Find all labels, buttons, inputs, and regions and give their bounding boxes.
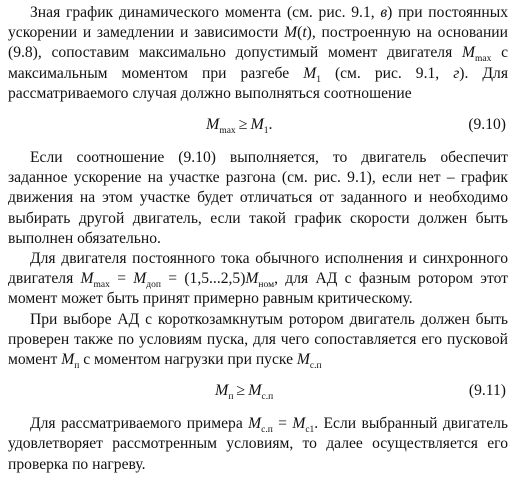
text: = (272, 415, 293, 433)
subscript: max (474, 54, 492, 65)
variable: M (250, 116, 264, 134)
equation-number: (9.10) (468, 116, 506, 134)
subscript: max (93, 280, 110, 291)
paragraph-2: Если соотношение (9.10) выполняется, то двигатель обеспечит заданное ускорение на участке разгона (см. рис. 9.1), если нет – график движения на этом участке будет отличаться от заданного и необходимо выбирать другой двигатель, если такой график скорости должен быть выполнен обязательно. (8, 149, 508, 247)
paragraph-3 (8, 249, 508, 310)
text: с максимальным моментом при разгебе (8, 44, 508, 82)
paragraph-1 (8, 3, 508, 104)
variable: t (302, 24, 307, 42)
text: ) при постоянных ускорении и замедлении и зависимости (8, 4, 508, 42)
variable: M (461, 44, 475, 62)
text: Для двигателя постоянного тока обычного исполнения и синхронного двигателя (8, 250, 508, 288)
subscript: доп (146, 280, 161, 291)
variable: M (303, 64, 317, 82)
text: При выборе АД с короткозамкнутым ротором двигатель должен быть проверен также по условиям пуска, для чего сопоставляется его пусковой момент (8, 310, 508, 369)
text: Зная график динамического момента (см. рис. 9.1, (30, 4, 381, 21)
equation-number: (9.11) (468, 382, 506, 400)
variable: M (206, 116, 220, 134)
variable: M (248, 415, 262, 433)
text: ). Для рассматриваемого случая должно выполняться соотношение (8, 64, 508, 102)
variable: M (284, 24, 298, 42)
subscript: п (74, 361, 80, 372)
subscript: ном (258, 280, 275, 291)
subscript: с1 (305, 425, 315, 436)
text: (см. рис. 9.1, (320, 64, 454, 82)
text: , для АД с фазным ротором этот момент может быть принят примерно равным критическому. (8, 270, 508, 308)
variable: M (133, 270, 147, 288)
text: ), построенную на основании (9.8), сопоставим максимально допустимый момент двигателя (8, 24, 508, 62)
equation-9-11 (8, 379, 508, 403)
variable: M (248, 382, 262, 400)
subscript: п (228, 392, 234, 403)
equation-9-10 (8, 113, 508, 137)
text: ( (297, 24, 303, 42)
text: . Если выбранный двигатель удовлетворяет рассмотренным условиям, то далее осуществляется его проверка по нагреву. (8, 415, 509, 473)
variable: M (245, 270, 259, 288)
subscript: с.п (261, 425, 273, 436)
text: = (1,5...2,5) (160, 270, 246, 288)
operator: ≥ (238, 116, 248, 134)
text: с моментом нагрузки при пуске (79, 351, 297, 369)
variable: M (61, 351, 75, 369)
text: = (109, 270, 134, 288)
text: Для рассматриваемого примера (30, 415, 249, 433)
operator: ≥ (236, 382, 246, 400)
subscript: 1 (316, 74, 321, 85)
subscript: с.п (309, 361, 322, 372)
subscript: 1 (263, 126, 269, 137)
subscript: max (219, 126, 236, 137)
subscript: с.п (261, 392, 274, 403)
punctuation: . (268, 116, 273, 134)
variable: M (215, 382, 229, 400)
paragraph-5 (8, 414, 508, 475)
variable: M (80, 270, 94, 288)
variable: M (296, 351, 310, 369)
document-page (8, 3, 508, 475)
variable: в (380, 4, 388, 21)
formula (215, 381, 273, 401)
variable: г (453, 64, 460, 82)
variable: M (292, 415, 306, 433)
formula (206, 115, 273, 135)
paragraph-4 (8, 310, 508, 371)
